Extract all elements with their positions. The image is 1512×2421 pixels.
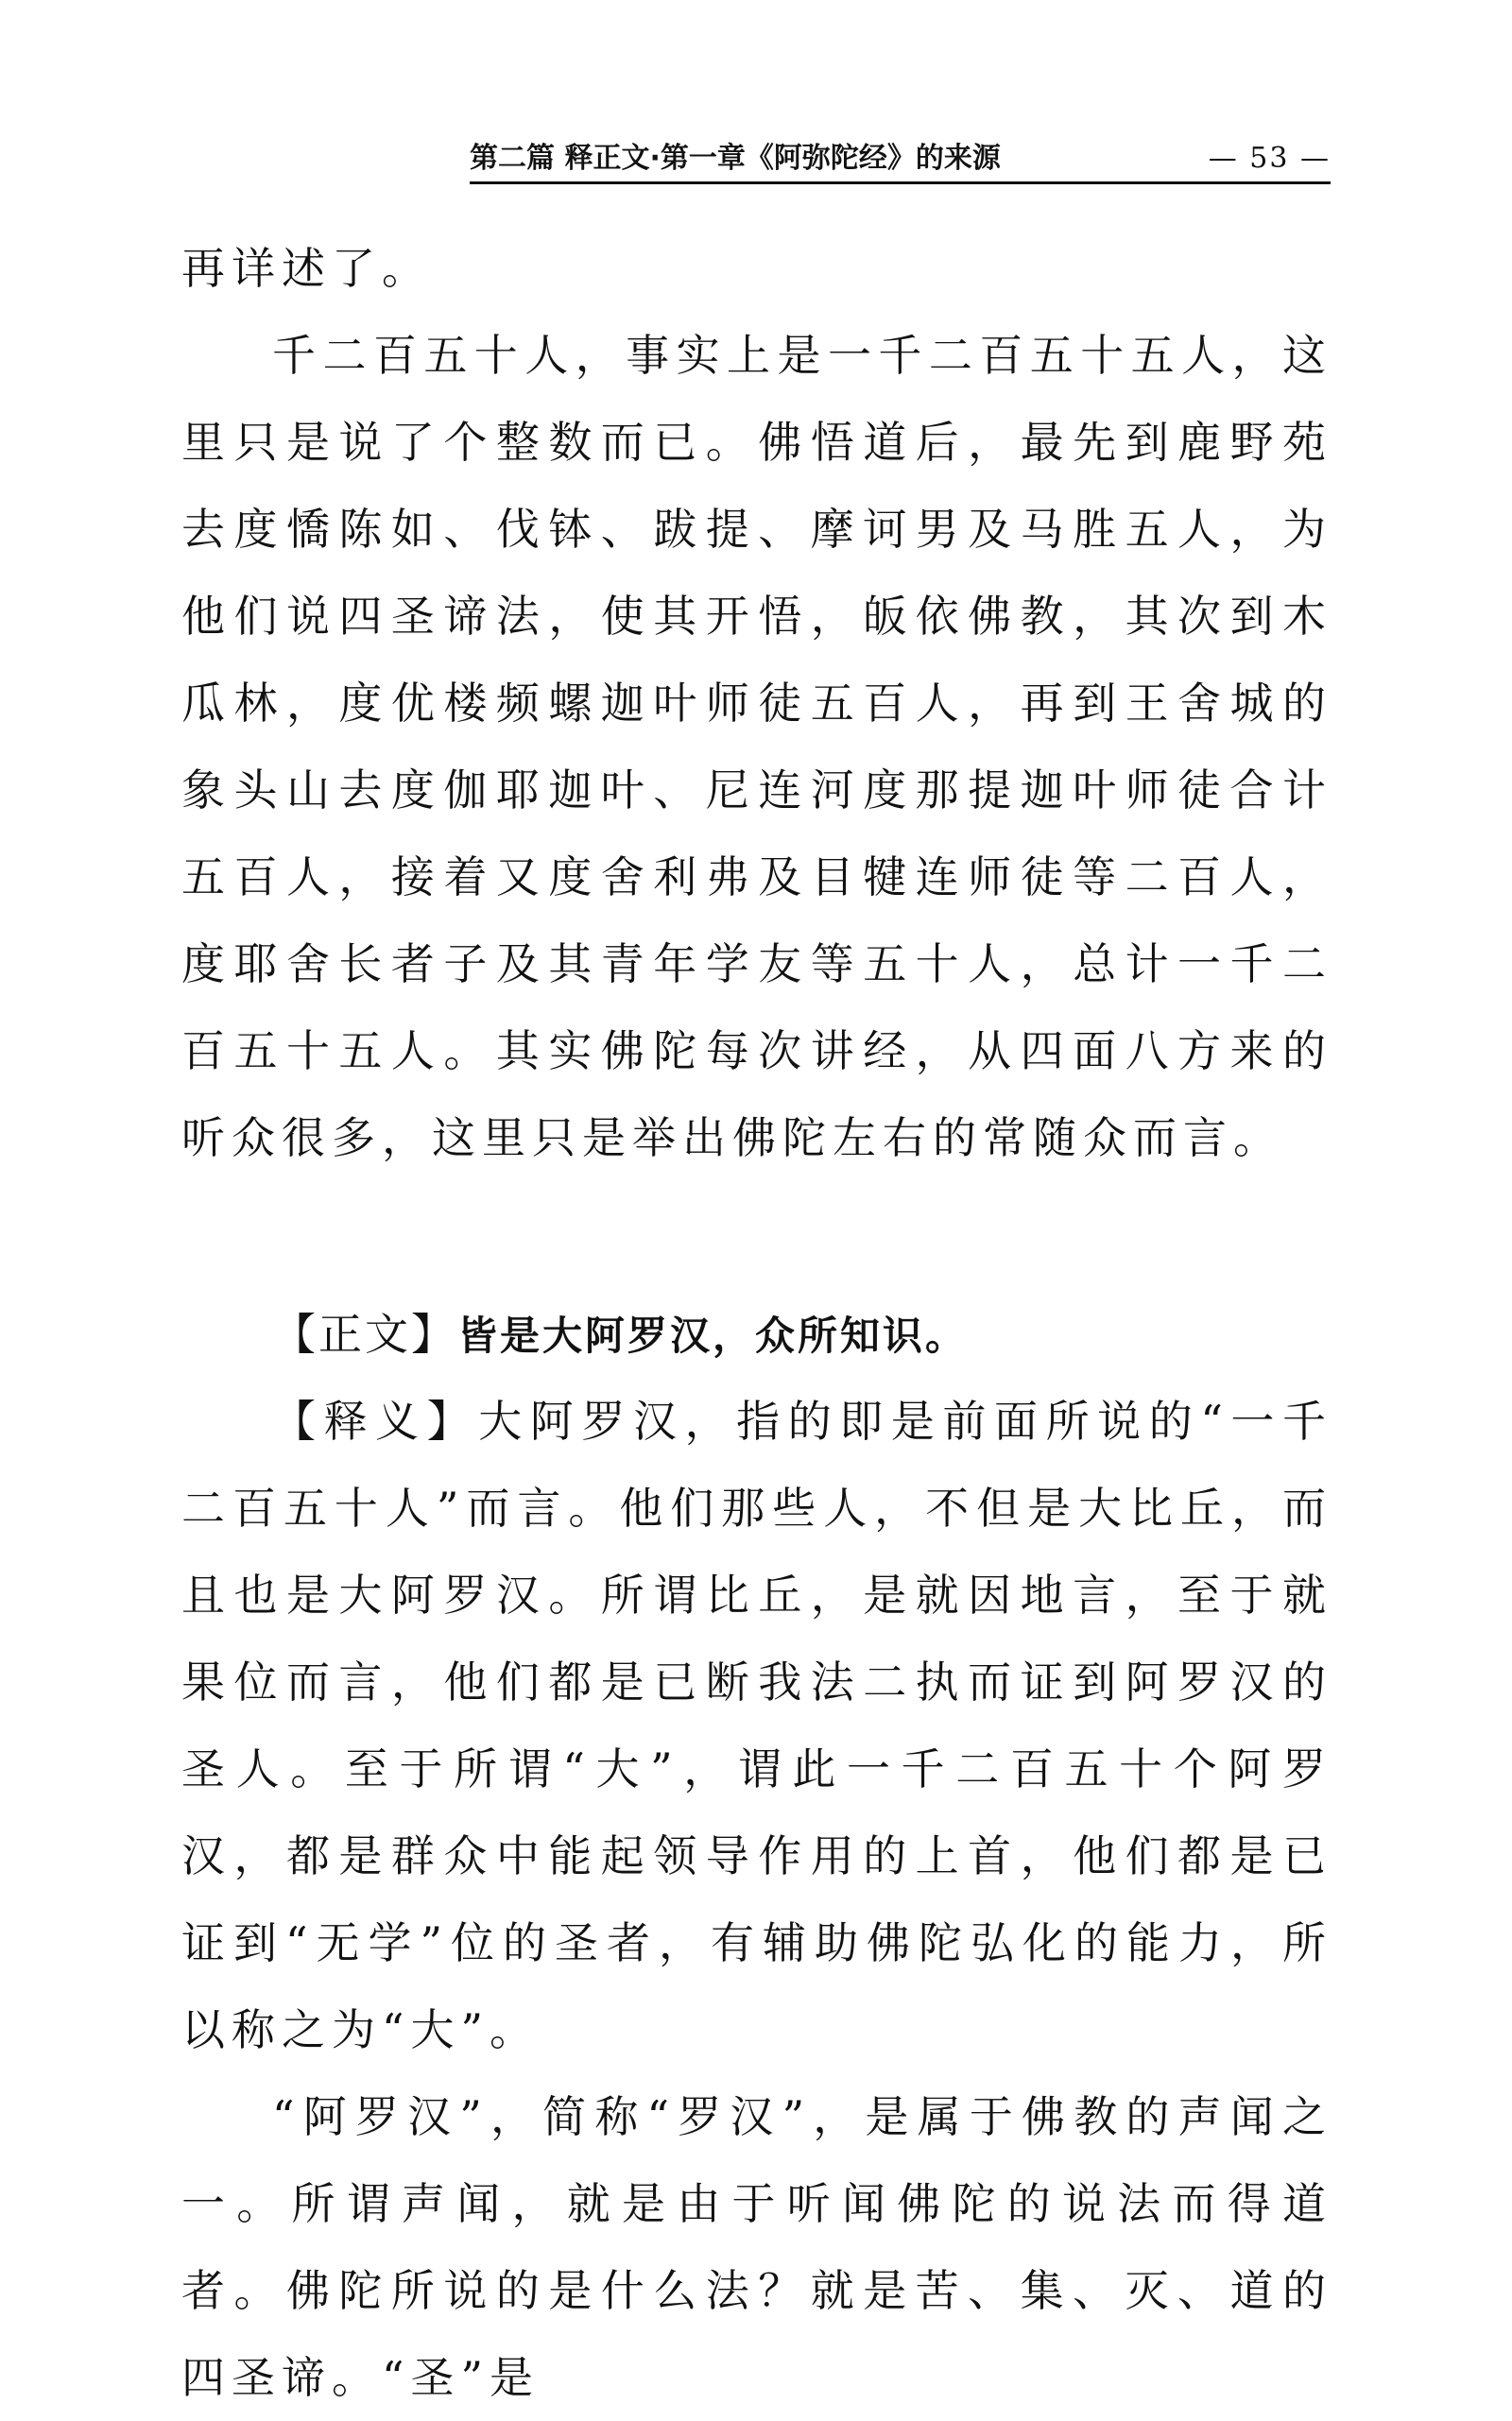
commentary-text: 大阿罗汉，指的即是前面所说的“一千二百五十人”而言。他们那些人，不但是大比丘，而且也是大阿罗汉。所谓比丘，是就因地言，至于就果位而言，他们都是已断我法二执而证到阿罗汉的圣人。至于所谓“大”，谓此一千二百五十个阿罗汉，都是群众中能起领导作用的上首，他们都是已证到“无学”位的圣者，有辅助佛陀弘化的能力，所以称之为“大”。 bbox=[181, 1396, 1332, 2055]
section-gap bbox=[181, 1181, 1332, 1293]
paragraph-disciples-count: 千二百五十人，事实上是一千二百五十五人，这里只是说了个整数而已。佛悟道后，最先到鹿野苑去度憍陈如、伐钵、跋提、摩诃男及马胜五人，为他们说四圣谛法，使其开悟，皈依佛教，其次到木瓜林，度优楼频螺迦叶师徒五百人，再到王舍城的象头山去度伽耶迦叶、尼连河度那提迦叶师徒合计五百人，接着又度舍利弗及目犍连师徒等二百人，度耶舍长者子及其青年学友等五十人，总计一千二百五十五人。其实佛陀每次讲经，从四面八方来的听众很多，这里只是举出佛陀左右的常随众而言。 bbox=[181, 330, 1332, 1163]
header-rule bbox=[470, 181, 1331, 184]
commentary-tag: 【释义】 bbox=[272, 1396, 479, 1447]
running-header-title: 第二篇 释正文·第一章《阿弥陀经》的来源 bbox=[470, 142, 1001, 175]
paragraph-continued: 再详述了。 bbox=[181, 243, 432, 294]
closing-paragraph: “阿罗汉”，简称“罗汉”，是属于佛教的声闻之一。所谓声闻，就是由于听闻佛陀的说法而得道者。佛陀所说的是什么法？就是苦、集、灭、道的四圣谛。“圣”是 bbox=[181, 2091, 1332, 2403]
running-header bbox=[470, 138, 1331, 180]
page-number: — 53 — bbox=[1208, 142, 1331, 175]
scripture-verse bbox=[181, 1293, 1332, 1378]
verse-tag: 【正文】 bbox=[272, 1309, 457, 1360]
commentary-paragraph bbox=[181, 1378, 1332, 2073]
main-text bbox=[181, 225, 1332, 2421]
verse-text: 皆是大阿罗汉，众所知识。 bbox=[457, 1313, 969, 1359]
